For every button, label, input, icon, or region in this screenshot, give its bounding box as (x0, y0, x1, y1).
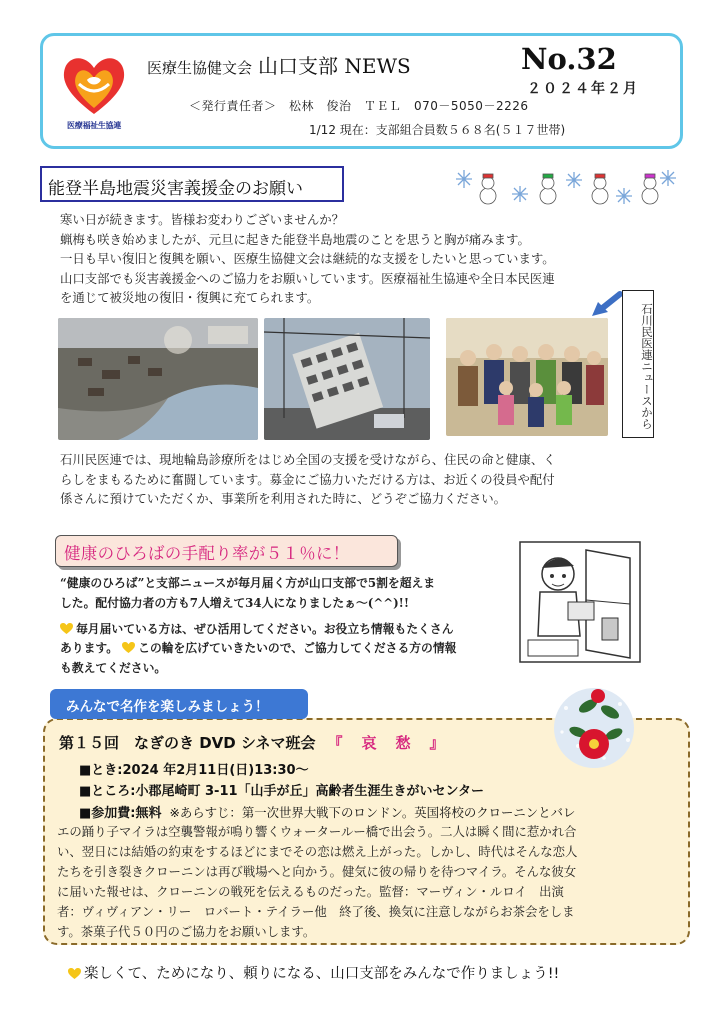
movie-section-tab: みんなで名作を楽しみましょう！ (50, 689, 308, 719)
event-location: ■ところ:小郡尾崎町 3-11「山手が丘」高齢者生涯生きがいセンター (79, 784, 485, 799)
synopsis-line: い、翌日には結婚の約束をするほどにまでその恋は燃え上がった。しかし、時代はそんな恋人 (57, 844, 578, 859)
volunteer-group-photo (446, 318, 608, 436)
event-fee: ■参加費:無料 ※あらすじ：第一次世界大戦下のロンドン。英国将校のクローニンとバレ (79, 805, 576, 821)
synopsis-line: 者：ヴィヴィアン・リー ロバート・テイラー他 終了後、換気に注意しながらお茶会をしま (57, 904, 575, 919)
body-line: “健康のひろば”と支部ニュースが毎月届く方が山口支部で5割を超えま (60, 576, 436, 590)
publisher-line: ＜発行責任者＞ 松林 俊治 ＴＥＬ 070－5050－2226 (189, 99, 529, 113)
event-datetime: ■とき:2024 年2月11日(日)13:30～ (79, 763, 309, 778)
heart-hands-logo-icon (57, 50, 131, 120)
issue-date: ２０２４年２月 (527, 81, 639, 97)
film-title: 『 哀 愁 』 (327, 734, 447, 752)
earthquake-aerial-photo (58, 318, 258, 440)
donation-body (60, 210, 660, 308)
distribution-rate-heading: 健康のひろばの手配り率が５１％に！ (55, 535, 398, 567)
event-title: 第１５回 なぎのき DVD シネマ班会 『 哀 愁 』 (59, 734, 447, 752)
donation-footer (60, 450, 660, 509)
body-line: も教えてください。 (60, 661, 167, 676)
delivery-cartoon-icon (518, 540, 642, 664)
camellia-flower-icon (548, 684, 640, 770)
newsletter-title (147, 50, 411, 79)
newsletter-header (40, 33, 683, 149)
body-line: あります。 この輪を広げていきたいので、ご協力してくださる方の情報 (60, 641, 457, 656)
member-count: 1/12 現在：支部組合員数５６８名(５１７世帯) (309, 123, 566, 137)
closing-message: 楽しくて、ためになり、頼りになる、山口支部をみんなで作りましょう!! (68, 962, 559, 983)
heart-icon (60, 623, 73, 634)
organization-name: 医療生協健文会 (147, 59, 253, 77)
body-line: 山口支部でも災害義援金へのご協力をお願いしています。医療福祉生協連や全日本民医連 (60, 270, 555, 286)
donation-heading: 能登半島地震災害義援金のお願い (40, 166, 344, 202)
heart-icon (68, 968, 81, 979)
pointer-arrow-icon (590, 290, 626, 320)
snowman-decoration-icon (456, 166, 680, 210)
body-line: 係さんに預けていただくか、事業所を利用された時に、どうぞご協力ください。 (60, 491, 507, 507)
synopsis-line: す。茶菓子代５０円のご協力をお願いします。 (57, 924, 316, 939)
distribution-body (60, 574, 500, 679)
synopsis-text (57, 822, 687, 942)
photo-source-label: 石川民医連ニュースから (622, 290, 654, 438)
body-line: を通じて被災地の復旧・復興に充てられます。 (60, 290, 320, 306)
body-line: 寒い日が続きます。皆様お変わりございませんか？ (60, 212, 344, 227)
synopsis-line: に届いた報せは、クローニンの戦死を伝えるものだった。監督：マーヴィン・ルロイ 出演 (57, 884, 564, 899)
body-line: 一日も早い復旧と復興を願い、医療生協健文会は継続的な支援をしたいと思っています。 (60, 251, 555, 267)
synopsis-line: たちを引き裂きクローニンは再び戦場へと向かう。健気に彼の帰りを待つマイラ。そんな彼女 (57, 864, 577, 879)
body-line: 石川民医連では、現地輪島診療所をはじめ全国の支援を受けながら、住民の命と健康、く (60, 452, 556, 467)
co-op-logo (57, 50, 131, 136)
heart-icon (122, 642, 135, 653)
body-line: らしをまもるために奮闘しています。募金にご協力いただける方は、お近くの役員や配付 (60, 471, 555, 487)
logo-caption: 医療福祉生協連 (67, 121, 121, 130)
body-line: した。配付協力者の方も7人増えて34人になりましたぁ～(^^)!! (60, 595, 410, 610)
branch-news-title: 山口支部 NEWS (258, 54, 411, 78)
synopsis-first-line: ※あらすじ：第一次世界大戦下のロンドン。英国将校のクローニンとバレ (169, 805, 576, 820)
collapsed-building-photo (264, 318, 430, 440)
issue-number: No.32 (521, 42, 617, 76)
synopsis-line: エの踊り子マイラは空襲警報が鳴り響くウォータールー橋で出会う。二人は瞬く間に惹かれ合 (57, 824, 577, 839)
body-line: 毎月届いている方は、ぜひ活用してください。お役立ち情報もたくさん (60, 620, 500, 640)
body-line: 蝋梅も咲き始めましたが、元旦に起きた能登半島地震のことを思うと胸が痛みます。 (60, 231, 530, 247)
